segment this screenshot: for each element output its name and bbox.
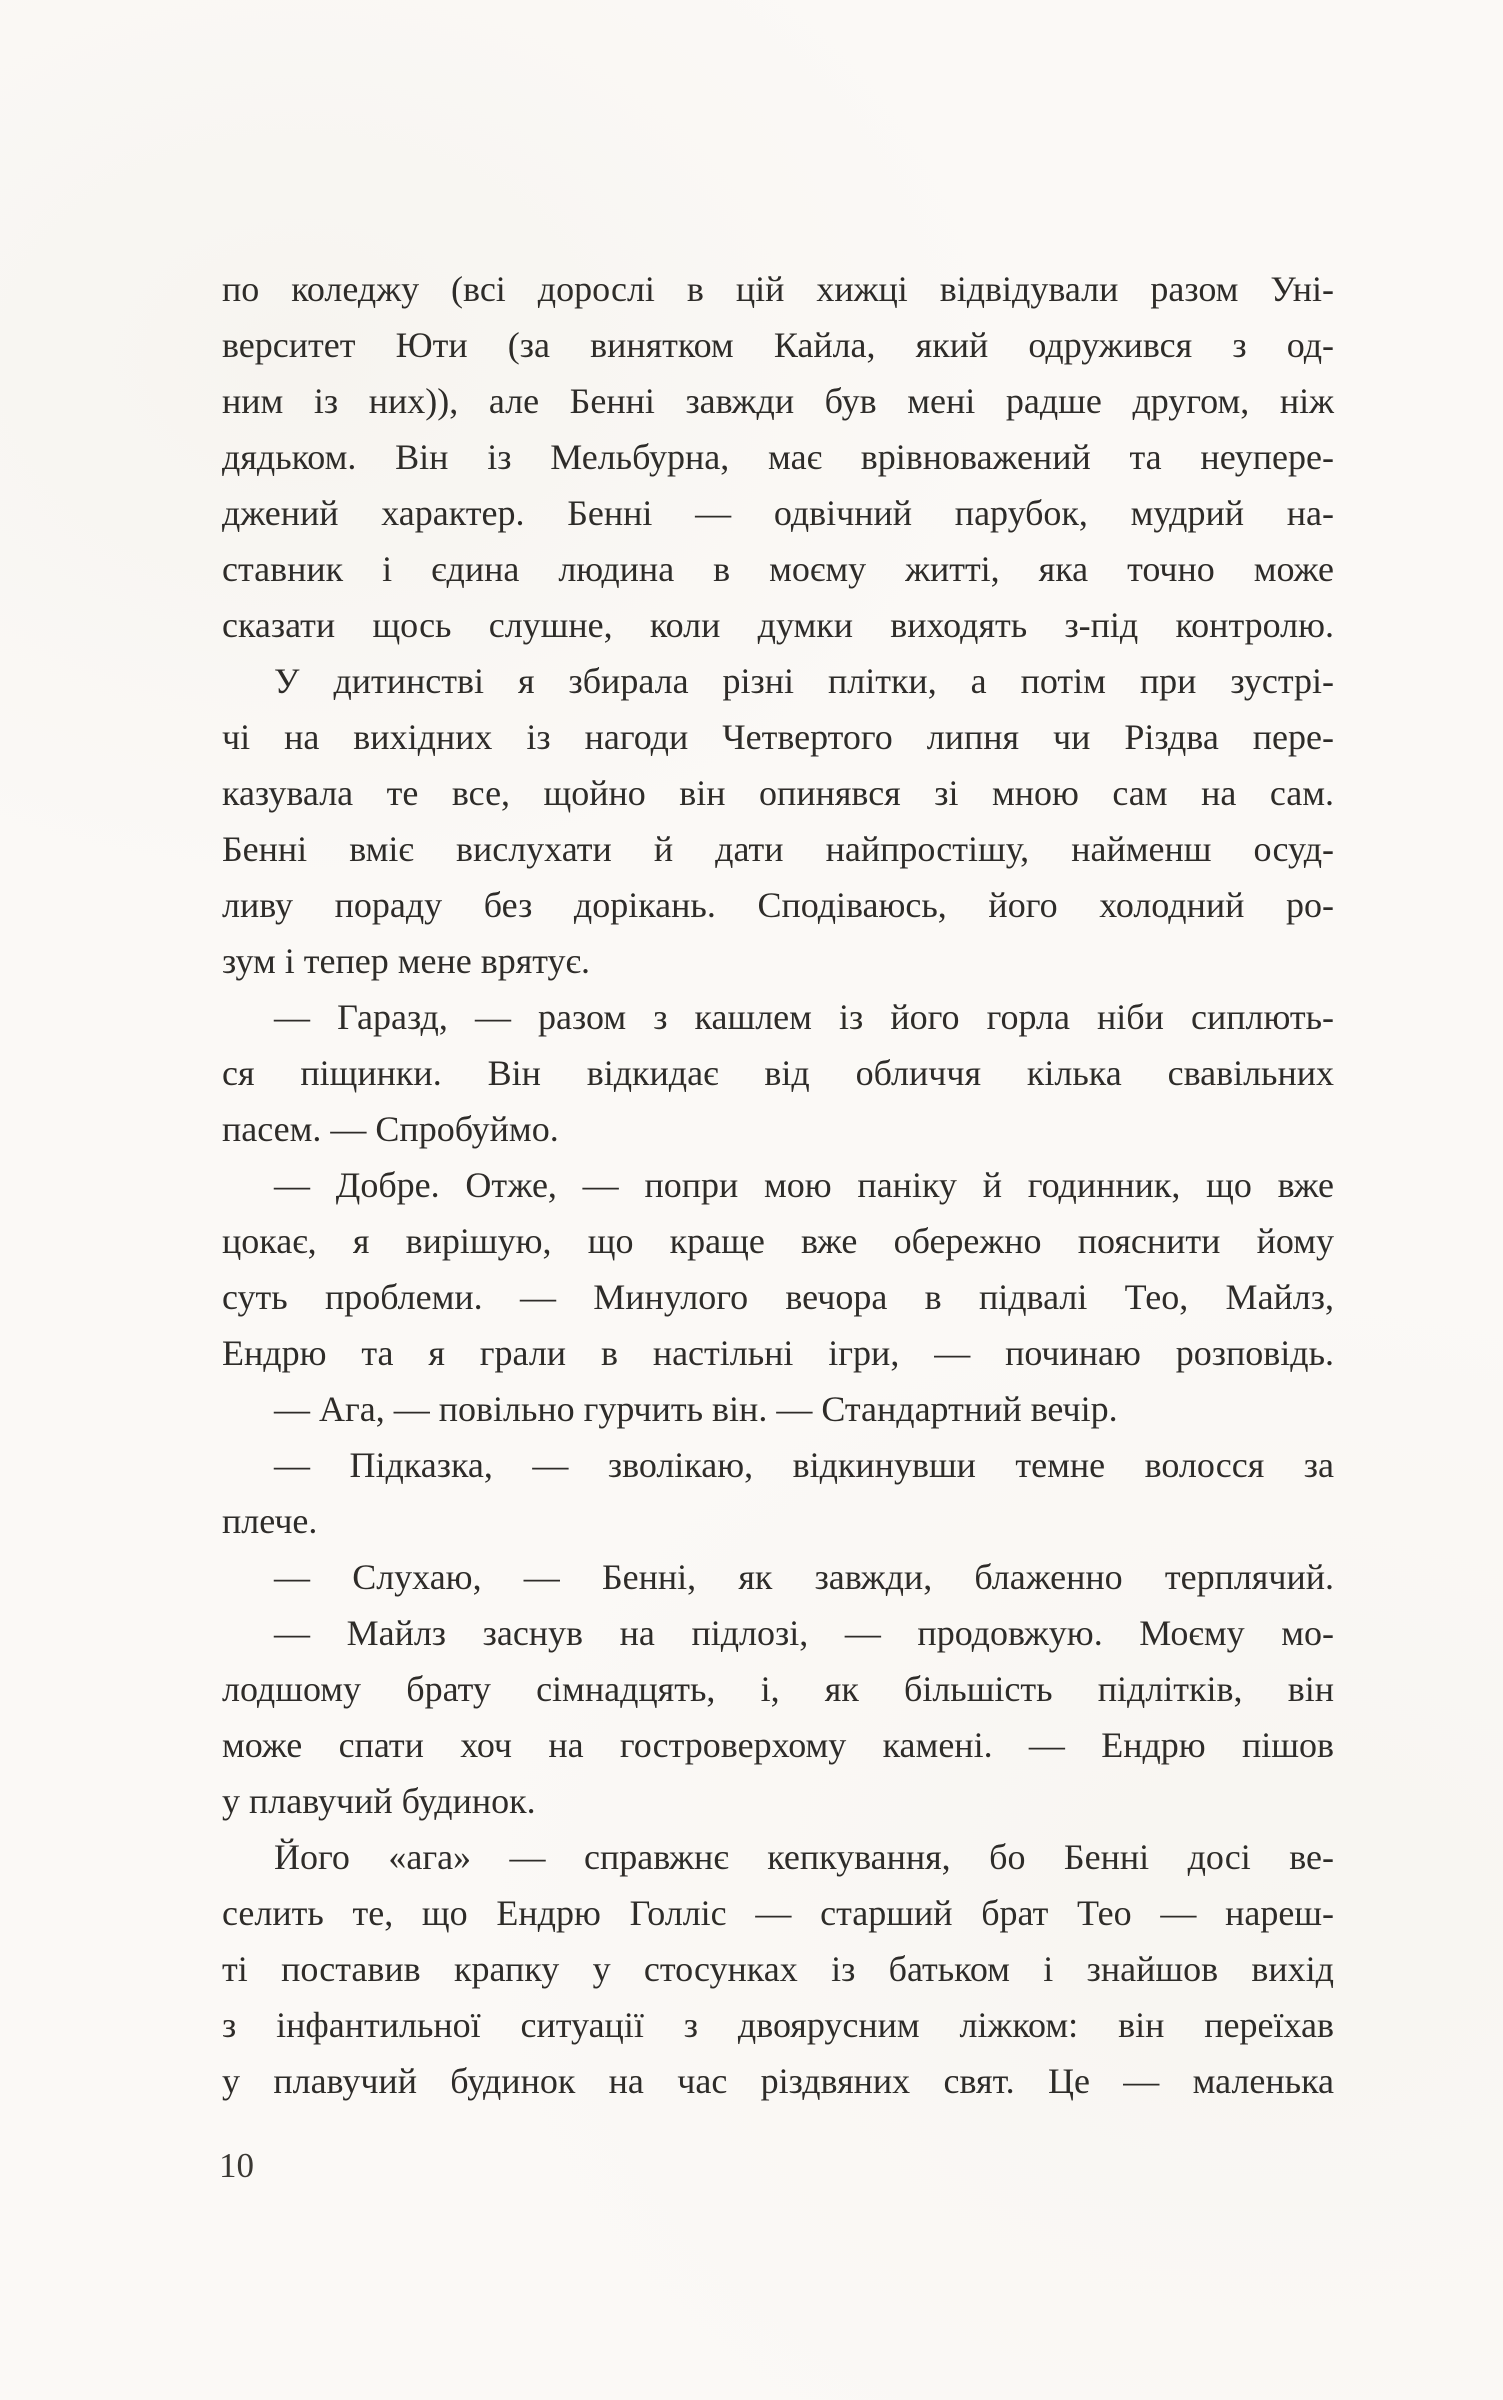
text-line: Бенні вміє вислухати й дати найпростішу, найменш осуд-: [222, 829, 1334, 869]
text-line: ся піщинки. Він відкидає від обличчя кілька свавільних: [222, 1053, 1334, 1093]
text-line: у плавучий будинок.: [222, 1781, 536, 1821]
text-line: сказати щось слушне, коли думки виходять з-під контролю.: [222, 605, 1334, 645]
text-line: — Ага, — повільно гурчить він. — Стандартний вечір.: [274, 1389, 1118, 1429]
text-line: — Гаразд, — разом з кашлем із його горла ніби сиплють-: [274, 997, 1334, 1037]
text-line: ставник і єдина людина в моєму житті, яка точно може: [222, 549, 1334, 589]
text-line: джений характер. Бенні — одвічний парубок, мудрий на-: [222, 493, 1334, 533]
text-line: може спати хоч на гостроверхому камені. — Ендрю пішов: [222, 1725, 1334, 1765]
text-line: ним із них)), але Бенні завжди був мені радше другом, ніж: [222, 381, 1334, 421]
text-line: цокає, я вирішую, що краще вже обережно пояснити йому: [222, 1221, 1334, 1261]
text-line: у плавучий будинок на час різдвяних свят. Це — маленька: [222, 2061, 1334, 2101]
text-line: Його «ага» — справжнє кепкування, бо Бенні досі ве-: [274, 1837, 1334, 1877]
text-line: суть проблеми. — Минулого вечора в підвалі Тео, Майлз,: [222, 1277, 1334, 1317]
text-line: пасем. — Спробуймо.: [222, 1109, 559, 1149]
text-line: лодшому брату сімнадцять, і, як більшість підлітків, він: [222, 1669, 1334, 1709]
text-line: ливу пораду без дорікань. Сподіваюсь, його холодний ро-: [222, 885, 1334, 925]
text-line: зум і тепер мене врятує.: [222, 941, 590, 981]
text-line: казувала те все, щойно він опинявся зі мною сам на сам.: [222, 773, 1334, 813]
page-number: 10: [219, 2146, 254, 2185]
text-line: чі на вихідних із нагоди Четвертого липня чи Різдва пере-: [222, 717, 1334, 757]
text-line: з інфантильної ситуації з двоярусним ліжком: він переїхав: [222, 2005, 1334, 2045]
text-line: ті поставив крапку у стосунках із батьком і знайшов вихід: [222, 1949, 1334, 1989]
text-line: дядьком. Він із Мельбурна, має врівноважений та неупере-: [222, 437, 1334, 477]
text-line: по коледжу (всі дорослі в цій хижці відвідували разом Уні-: [222, 269, 1334, 309]
text-line: — Слухаю, — Бенні, як завжди, блаженно терплячий.: [274, 1557, 1334, 1597]
body-text-block: [222, 261, 1334, 2109]
text-line: плече.: [222, 1501, 318, 1541]
text-line: Ендрю та я грали в настільні ігри, — починаю розповідь.: [222, 1333, 1334, 1373]
text-line: селить те, що Ендрю Голліс — старший брат Тео — нареш-: [222, 1893, 1334, 1933]
text-line: — Добре. Отже, — попри мою паніку й годинник, що вже: [274, 1165, 1334, 1205]
text-line: верситет Юти (за винятком Кайла, який одружився з од-: [222, 325, 1334, 365]
text-line: — Підказка, — зволікаю, відкинувши темне волосся за: [274, 1445, 1334, 1485]
text-line: — Майлз заснув на підлозі, — продовжую. Моєму мо-: [274, 1613, 1334, 1653]
text-line: У дитинстві я збирала різні плітки, а потім при зустрі-: [274, 661, 1334, 701]
